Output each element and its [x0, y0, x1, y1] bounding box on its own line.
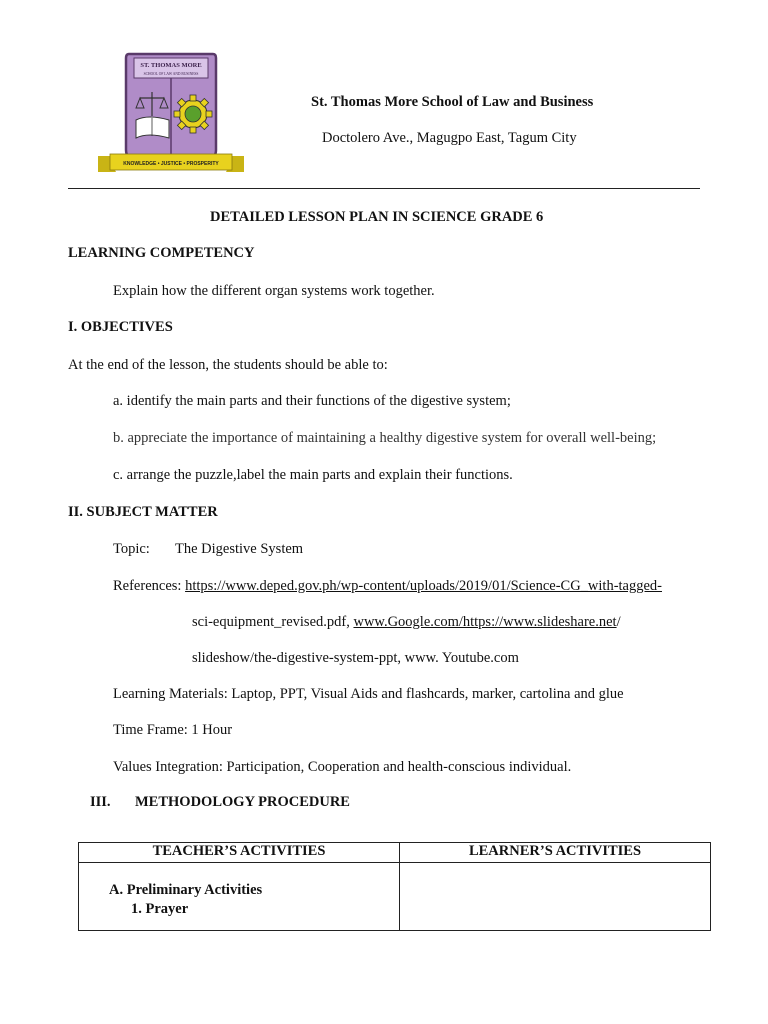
learner-cell: [400, 863, 711, 931]
time-frame: Time Frame: 1 Hour: [113, 722, 233, 738]
competency-text: Explain how the different organ systems work together.: [113, 283, 435, 299]
school-seal-icon: [96, 50, 246, 180]
activities-table: [78, 842, 711, 931]
references-line-1: [113, 578, 662, 595]
objectives-heading: I. OBJECTIVES: [68, 319, 173, 335]
values-integration: Values Integration: Participation, Cooperation and health-conscious individual.: [113, 759, 572, 775]
objective-item-b: b. appreciate the importance of maintaining a healthy digestive system for overall well-being;: [113, 430, 657, 446]
learner-activities-header: LEARNER’S ACTIVITIES: [400, 843, 711, 863]
references-line-3: slideshow/the-digestive-system-ppt, www. Youtube.com: [192, 650, 519, 666]
topic-value: The Digestive System: [175, 541, 304, 557]
reference-link-google-slideshare[interactable]: www.Google.com/https://www.slideshare.net: [353, 614, 617, 630]
preliminary-activities-label: A. Preliminary Activities: [109, 882, 263, 898]
svg-text:ST. THOMAS MORE: ST. THOMAS MORE: [140, 62, 202, 69]
reference-file-text: sci-equipment_revised.pdf,: [192, 614, 354, 630]
school-logo: [96, 50, 246, 180]
school-address: Doctolero Ave., Magugpo East, Tagum City: [322, 130, 577, 146]
reference-link-deped[interactable]: https://www.deped.gov.ph/wp-content/uploads/2019/01/Science-CG_with-tagged-: [185, 578, 662, 594]
references-line-2: [192, 614, 621, 631]
reference-slash: /: [616, 614, 621, 630]
teacher-activities-header: TEACHER’S ACTIVITIES: [79, 843, 400, 863]
table-header-row: [79, 843, 711, 863]
references-label: References:: [113, 578, 186, 594]
methodology-numeral: III.: [90, 794, 111, 810]
objective-item-a: a. identify the main parts and their functions of the digestive system;: [113, 393, 511, 409]
school-name: St. Thomas More School of Law and Business: [311, 94, 594, 110]
objective-item-c: c. arrange the puzzle,label the main parts and explain their functions.: [113, 467, 513, 483]
objectives-intro: At the end of the lesson, the students should be able to:: [68, 357, 388, 373]
competency-heading: LEARNING COMPETENCY: [68, 245, 255, 261]
table-row: [79, 863, 711, 931]
topic-label: Topic:: [113, 541, 150, 557]
svg-text:SCHOOL OF LAW AND BUSINESS: SCHOOL OF LAW AND BUSINESS: [143, 72, 199, 76]
subject-matter-heading: II. SUBJECT MATTER: [68, 504, 218, 520]
learning-materials: Learning Materials: Laptop, PPT, Visual Aids and flashcards, marker, cartolina and glue: [113, 686, 624, 702]
teacher-cell: [79, 863, 400, 931]
svg-text:KNOWLEDGE • JUSTICE • PROSPERI: KNOWLEDGE • JUSTICE • PROSPERITY: [123, 161, 219, 167]
document-title: DETAILED LESSON PLAN IN SCIENCE GRADE 6: [210, 209, 544, 225]
header-divider: [68, 188, 700, 189]
methodology-heading: METHODOLOGY PROCEDURE: [135, 794, 350, 810]
prayer-label: 1. Prayer: [131, 901, 189, 917]
